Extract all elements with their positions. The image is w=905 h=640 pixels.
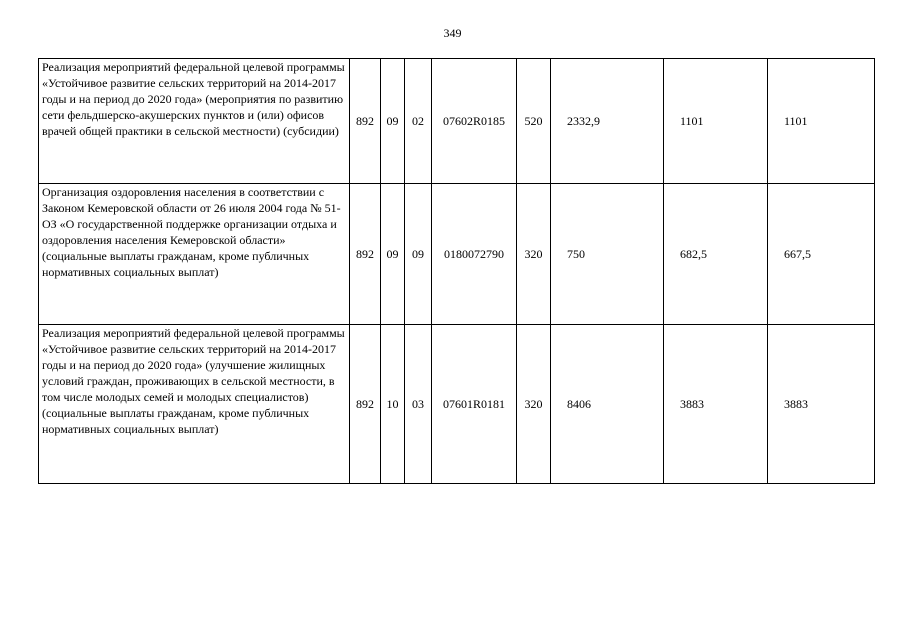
subsection-code: 03 <box>405 325 432 484</box>
section-code: 10 <box>381 325 405 484</box>
ministry-code: 892 <box>350 184 381 325</box>
amount-3: 3883 <box>768 325 875 484</box>
amount-2: 3883 <box>664 325 768 484</box>
expense-type-code: 320 <box>517 184 551 325</box>
row-description: Реализация мероприятий федеральной целевой программы «Устойчивое развитие сельских территорий на 2014-2017 годы и на период до 2020 года» (мероприятия по развитию сети фельдшерско-акушерских пунктов и (или) офисов врачей общей практики в сельской местности) (субсидии) <box>39 59 350 184</box>
page-number: 349 <box>443 26 462 40</box>
section-code: 09 <box>381 184 405 325</box>
target-article-code: 07602R0185 <box>432 59 517 184</box>
expense-type-code: 520 <box>517 59 551 184</box>
amount-2: 682,5 <box>664 184 768 325</box>
target-article-code: 07601R0181 <box>432 325 517 484</box>
expense-type-code: 320 <box>517 325 551 484</box>
table-row <box>39 59 875 184</box>
table-row <box>39 184 875 325</box>
row-description: Организация оздоровления населения в соответствии с Законом Кемеровской области от 26 июля 2004 года № 51-ОЗ «О государственной поддержке организации отдыха и оздоровления населения Кемеровской области» (социальные выплаты гражданам, кроме публичных нормативных социальных выплат) <box>39 184 350 325</box>
ministry-code: 892 <box>350 325 381 484</box>
table-row <box>39 325 875 484</box>
section-code: 09 <box>381 59 405 184</box>
budget-table <box>38 58 875 484</box>
subsection-code: 02 <box>405 59 432 184</box>
ministry-code: 892 <box>350 59 381 184</box>
amount-1: 8406 <box>551 325 664 484</box>
target-article-code: 0180072790 <box>432 184 517 325</box>
amount-3: 1101 <box>768 59 875 184</box>
amount-1: 2332,9 <box>551 59 664 184</box>
subsection-code: 09 <box>405 184 432 325</box>
amount-3: 667,5 <box>768 184 875 325</box>
row-description: Реализация мероприятий федеральной целевой программы «Устойчивое развитие сельских территорий на 2014-2017 годы и на период до 2020 года» (улучшение жилищных условий граждан, проживающих в сельской местности, в том числе молодых семей и молодых специалистов) (социальные выплаты гражданам, кроме публичных нормативных социальных выплат) <box>39 325 350 484</box>
amount-2: 1101 <box>664 59 768 184</box>
amount-1: 750 <box>551 184 664 325</box>
